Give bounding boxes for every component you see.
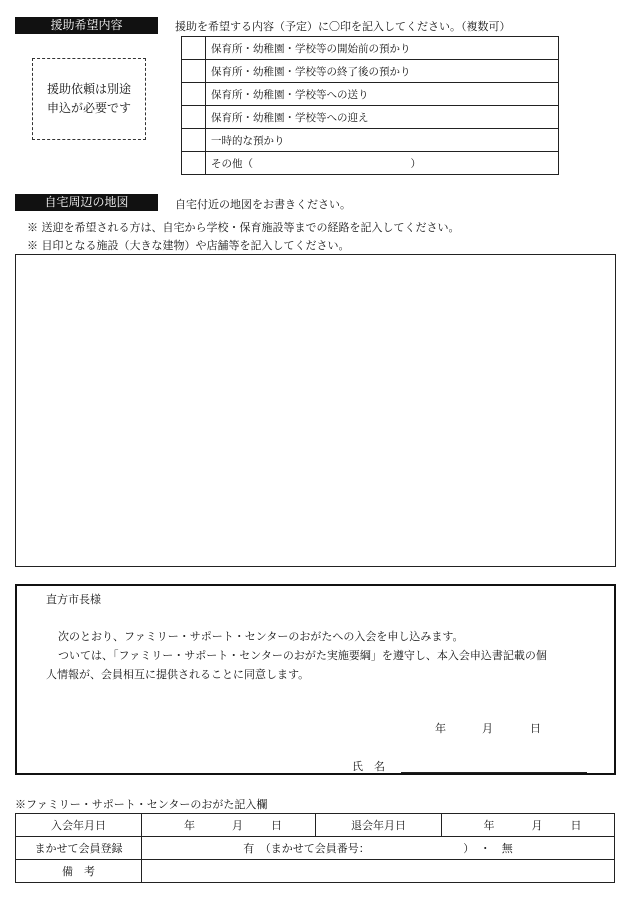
assist-request-note-text: 援助依頼は別途申込が必要です	[47, 81, 132, 115]
leave-date-day: 日	[570, 819, 582, 832]
assist-option-row	[182, 60, 559, 83]
assist-option-check-cell[interactable]	[182, 60, 206, 83]
declaration-name-label: 氏 名	[352, 760, 385, 773]
join-date-year: 年	[184, 819, 195, 832]
office-use-table	[15, 813, 615, 883]
assist-option-row	[182, 83, 559, 106]
declaration-line-1: 次のとおり、ファミリー・サポート・センターのおがたへの入会を申し込みます。	[58, 630, 464, 643]
declaration-box	[15, 584, 616, 775]
assist-option-check-cell[interactable]	[182, 83, 206, 106]
map-section-intro: 自宅付近の地図をお書きください。	[175, 198, 351, 211]
join-date-field[interactable]	[142, 814, 316, 837]
declaration-name-line[interactable]	[401, 772, 587, 773]
assist-option-text[interactable]: その他（ ）	[206, 152, 559, 175]
assist-option-row	[182, 106, 559, 129]
leave-date-label: 退会年月日	[316, 814, 442, 837]
assist-option-text: 保育所・幼稚園・学校等への送り	[206, 83, 559, 106]
assist-request-note	[32, 58, 146, 140]
assist-option-row	[182, 152, 559, 175]
remarks-field[interactable]	[142, 860, 615, 883]
declaration-date-month[interactable]: 月	[482, 722, 493, 735]
map-section-label: 自宅周辺の地図	[15, 194, 158, 211]
assist-section-label: 援助希望内容	[15, 17, 158, 34]
declaration-line-3: 人情報が、会員相互に提供されることに同意します。	[46, 668, 310, 681]
join-date-day: 日	[271, 819, 282, 832]
entrust-member-label: まかせて会員登録	[16, 837, 142, 860]
map-note-landmark: ※ 目印となる施設（大きな建物）や店舗等を記入してください。	[27, 239, 350, 252]
declaration-date-year[interactable]: 年	[435, 722, 446, 735]
join-date-month: 月	[232, 819, 243, 832]
leave-date-month: 月	[531, 819, 543, 832]
assist-option-text: 一時的な預かり	[206, 129, 559, 152]
entrust-member-field[interactable]: 有 （まかせて会員番号： ） ・ 無	[142, 837, 615, 860]
assist-option-row	[182, 37, 559, 60]
office-section-title: ※ファミリー・サポート・センターのおがた記入欄	[15, 798, 268, 811]
assist-options-table	[181, 36, 559, 175]
leave-date-field[interactable]	[442, 814, 615, 837]
assist-option-row	[182, 129, 559, 152]
map-note-route: ※ 送迎を希望される方は、自宅から学校・保育施設等までの経路を記入してください。	[27, 221, 460, 234]
leave-date-year: 年	[483, 819, 495, 832]
declaration-line-2: ついては、「ファミリー・サポート・センターのおがた実施要綱」を遵守し、本入会申込書記載の個	[58, 649, 547, 662]
assist-section-intro: 援助を希望する内容（予定）に〇印を記入してください。（複数可）	[175, 20, 511, 33]
declaration-date-day[interactable]: 日	[530, 722, 541, 735]
join-date-label: 入会年月日	[16, 814, 142, 837]
declaration-addressee: 直方市長様	[46, 593, 101, 606]
assist-option-text: 保育所・幼稚園・学校等への迎え	[206, 106, 559, 129]
assist-option-check-cell[interactable]	[182, 106, 206, 129]
assist-option-check-cell[interactable]	[182, 152, 206, 175]
map-drawing-area[interactable]	[15, 254, 616, 567]
assist-option-check-cell[interactable]	[182, 129, 206, 152]
assist-option-text: 保育所・幼稚園・学校等の開始前の預かり	[206, 37, 559, 60]
assist-option-check-cell[interactable]	[182, 37, 206, 60]
remarks-label: 備 考	[16, 860, 142, 883]
assist-option-text: 保育所・幼稚園・学校等の終了後の預かり	[206, 60, 559, 83]
